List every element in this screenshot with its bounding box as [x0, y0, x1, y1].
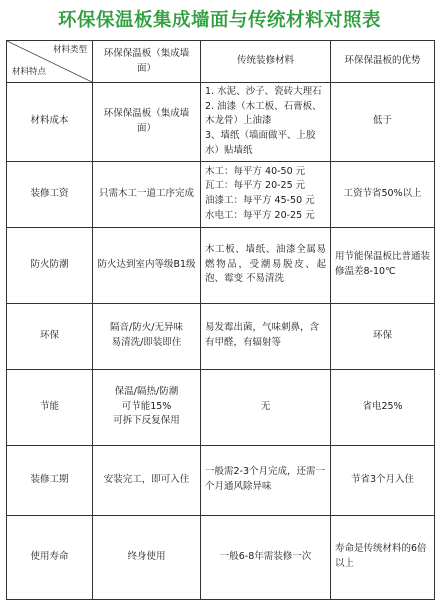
table-row	[7, 369, 435, 445]
advantage-text: 环保	[372, 329, 392, 341]
table-row	[7, 445, 435, 515]
eco-text: 环保保温板（集成墙面）	[103, 108, 190, 134]
traditional-text: 3、墙纸（墙面做平、上胶水）贴墙纸	[205, 130, 316, 156]
eco-cell	[93, 369, 201, 445]
eco-text: 可节能15%	[121, 400, 172, 412]
header-row	[7, 41, 435, 83]
traditional-text: 一般6-8年需装修一次	[219, 550, 312, 562]
page-title: 环保保温板集成墙面与传统材料对照表	[57, 10, 381, 31]
traditional-cell	[201, 515, 331, 599]
advantage-cell	[331, 445, 435, 515]
advantage-cell	[331, 161, 435, 227]
eco-cell	[93, 227, 201, 303]
traditional-text: 木工：每平方 40-50 元	[205, 165, 306, 177]
eco-text: 易清洗/即装即住	[111, 337, 182, 349]
corner-label-feature: 材料特点	[12, 66, 47, 77]
table-row	[7, 161, 435, 227]
traditional-cell	[201, 83, 331, 162]
traditional-text: 木工板、墙纸、油漆全属易燃物品，受潮易脱皮、起泡、霉变 不易清洗	[205, 244, 326, 285]
eco-cell	[93, 515, 201, 599]
eco-text: 可拆下反复保用	[113, 415, 180, 427]
traditional-text: 水电工：每平方 20-25 元	[205, 209, 315, 221]
eco-text: 保温/隔热/防潮	[114, 386, 179, 398]
traditional-cell	[201, 227, 331, 303]
traditional-text: 1. 水泥、沙子、瓷砖大理石	[205, 86, 322, 97]
traditional-text: 油漆工：每平方 45-50 元	[205, 195, 315, 207]
row-label: 装修工资	[7, 161, 93, 227]
advantage-text: 省电25%	[362, 400, 403, 412]
eco-cell	[93, 83, 201, 162]
row-label: 材料成本	[7, 83, 93, 162]
row-label: 节能	[7, 369, 93, 445]
header-traditional: 传统装修材料	[201, 41, 331, 83]
eco-text: 防火达到室内等级B1级	[97, 258, 196, 270]
row-label: 防火防潮	[7, 227, 93, 303]
corner-label-type: 材料类型	[52, 45, 87, 55]
row-label: 装修工期	[7, 445, 93, 515]
advantage-cell	[331, 83, 435, 162]
advantage-cell	[331, 369, 435, 445]
traditional-text: 易发霉出菌，气味刺鼻，含有甲醛，有辐射等	[205, 322, 320, 349]
traditional-cell	[201, 303, 331, 369]
advantage-cell	[331, 227, 435, 303]
traditional-text: 一般需2-3个月完成，还需一个月通风除异味	[205, 466, 326, 493]
eco-text: 安装完工，即可入住	[103, 473, 190, 485]
row-label: 环保	[7, 303, 93, 369]
traditional-cell	[201, 445, 331, 515]
header-eco: 环保保温板（集成墙面）	[93, 41, 201, 83]
traditional-text: 瓦工：每平方 20-25 元	[205, 180, 306, 192]
advantage-text: 节省3个月入住	[350, 473, 415, 485]
row-label: 使用寿命	[7, 515, 93, 599]
advantage-text: 寿命是传统材料的6倍以上	[335, 543, 427, 570]
eco-text: 隔音/防火/无异味	[110, 322, 183, 334]
corner-cell	[7, 41, 93, 83]
table-row	[7, 83, 435, 162]
advantage-text: 用节能保温板比普通装修温差8-10℃	[335, 251, 431, 278]
eco-text: 只需木工一道工序完成	[98, 187, 194, 199]
eco-cell	[93, 161, 201, 227]
eco-cell	[93, 445, 201, 515]
advantage-cell	[331, 303, 435, 369]
eco-text: 终身使用	[127, 550, 166, 562]
traditional-text: 无	[260, 400, 271, 412]
traditional-cell	[201, 161, 331, 227]
advantage-cell	[331, 515, 435, 599]
advantage-text: 工资节省50%以上	[343, 187, 422, 199]
table-row	[7, 303, 435, 369]
eco-cell	[93, 303, 201, 369]
traditional-text: 2. 油漆（木工板、石膏板、木龙骨）上油漆	[205, 100, 322, 127]
advantage-text: 低于	[372, 115, 392, 127]
traditional-cell	[201, 369, 331, 445]
comparison-table	[6, 40, 435, 600]
table-row	[7, 515, 435, 599]
table-row	[7, 227, 435, 303]
header-advantage: 环保保温板的优势	[331, 41, 435, 83]
